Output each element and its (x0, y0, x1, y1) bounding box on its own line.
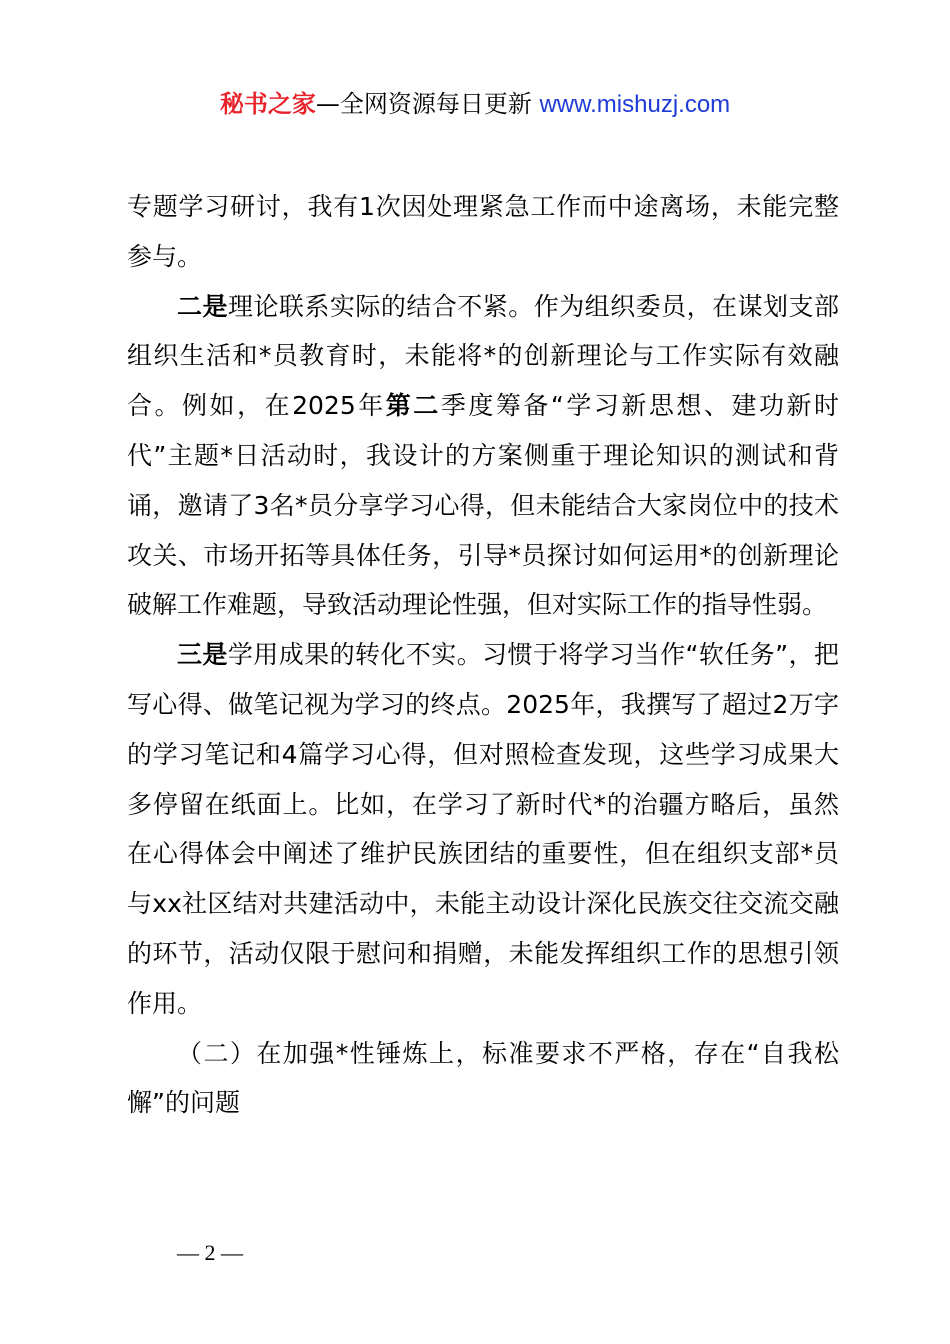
point-two-bold: 第二 (385, 391, 441, 421)
site-header (0, 86, 950, 123)
site-url-link[interactable]: www.mishuzj.com (539, 91, 731, 118)
brand-name: 秘书之家 (219, 90, 316, 118)
point-three-text: 学用成果的转化不实。习惯于将学习当作“软任务”，把写心得、做笔记视为学习的终点。2025年，我撰写了超过2万字的学习笔记和4篇学习心得，但对照检查发现，这些学习成果大多停留在纸面上。比如，在学习了新时代*的治疆方略后，虽然在心得体会中阐述了维护民族团结的重要性，但在组织支部*员与xx社区结对共建活动中，未能主动设计深化民族交往交流交融的环节，活动仅限于慰问和捐赠，未能发挥组织工作的思想引领作用。 (127, 640, 839, 1018)
paragraph-point-two (127, 282, 839, 631)
document-body (127, 182, 839, 1128)
page-number: — 2 — (177, 1240, 243, 1265)
paragraph-continuation: 专题学习研讨，我有1次因处理紧急工作而中途离场，未能完整参与。 (127, 192, 839, 271)
point-two-text-a: 理论联系实际的结合不紧。作为组织委员，在谋划支部组织生活和*员教育时，未能将*的创新理论与工作实际有效融合。例如，在2025年 (127, 291, 839, 421)
point-three-lead: 三是 (177, 640, 228, 670)
point-two-text-b: 季度筹备“学习新思想、建功新时代”主题*日活动时，我设计的方案侧重于理论知识的测试和背诵，邀请了3名*员分享学习心得，但未能结合大家岗位中的技术攻关、市场开拓等具体任务，引导*员探讨如何运用*的创新理论破解工作难题，导致活动理论性强，但对实际工作的指导性弱。 (127, 391, 840, 620)
point-two-lead: 二是 (177, 291, 228, 321)
paragraph-point-three (127, 630, 839, 1028)
header-slogan: —全网资源每日更新 (315, 90, 532, 118)
section-heading-two: （二）在加强*性锤炼上，标准要求不严格，存在“自我松懈”的问题 (127, 1038, 839, 1118)
